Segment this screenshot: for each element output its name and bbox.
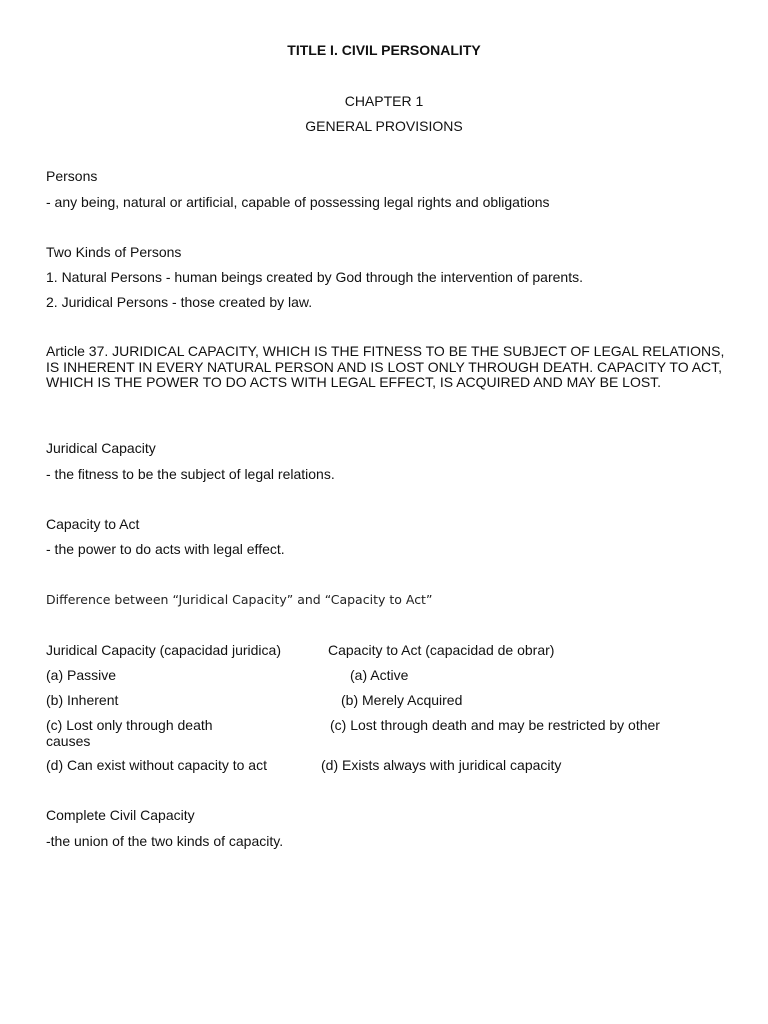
- capacity-to-act-heading: Capacity to Act: [46, 516, 140, 532]
- difference-row-d-left: (d) Can exist without capacity to act: [46, 757, 267, 773]
- difference-row-c-left: (c) Lost only through death: [46, 717, 213, 733]
- article-37-text: Article 37. JURIDICAL CAPACITY, WHICH IS THE FITNESS TO BE THE SUBJECT OF LEGAL RELATIONS, IS INHERENT IN EVERY NATURAL PERSON AND IS LOST ONLY THROUGH DEATH. CAPACITY TO ACT, WHICH IS THE POWER TO DO ACTS WITH LEGAL EFFECT, IS ACQUIRED AND MAY BE LOST.: [46, 343, 725, 390]
- chapter-title: GENERAL PROVISIONS: [305, 118, 463, 134]
- difference-row-d-right: (d) Exists always with juridical capacity: [321, 757, 562, 773]
- juridical-capacity-definition: - the fitness to be the subject of legal relations.: [46, 466, 335, 482]
- difference-right-header: Capacity to Act (capacidad de obrar): [328, 642, 555, 658]
- difference-row-a-right: (a) Active: [350, 667, 409, 683]
- juridical-capacity-heading: Juridical Capacity: [46, 440, 156, 456]
- difference-row-a-left: (a) Passive: [46, 667, 117, 683]
- kinds-item-natural: 1. Natural Persons - human beings created by God through the intervention of parents.: [46, 269, 583, 285]
- capacity-to-act-definition: - the power to do acts with legal effect.: [46, 541, 285, 557]
- complete-civil-capacity-heading: Complete Civil Capacity: [46, 807, 195, 823]
- difference-row-b-right: (b) Merely Acquired: [341, 692, 463, 708]
- kinds-item-juridical: 2. Juridical Persons - those created by law.: [46, 294, 313, 310]
- chapter-number: CHAPTER 1: [344, 93, 424, 109]
- difference-heading: Difference between “Juridical Capacity” and “Capacity to Act”: [46, 592, 433, 607]
- persons-heading: Persons: [46, 168, 98, 184]
- document-title: TITLE I. CIVIL PERSONALITY: [287, 42, 481, 58]
- difference-row-c-overflow: causes: [46, 733, 91, 749]
- kinds-heading: Two Kinds of Persons: [46, 244, 182, 260]
- difference-left-header: Juridical Capacity (capacidad juridica): [46, 642, 281, 658]
- complete-civil-capacity-definition: -the union of the two kinds of capacity.: [46, 833, 284, 849]
- difference-row-b-left: (b) Inherent: [46, 692, 119, 708]
- persons-definition: - any being, natural or artificial, capable of possessing legal rights and obligations: [46, 194, 550, 210]
- difference-row-c-right: (c) Lost through death and may be restricted by other: [330, 717, 660, 733]
